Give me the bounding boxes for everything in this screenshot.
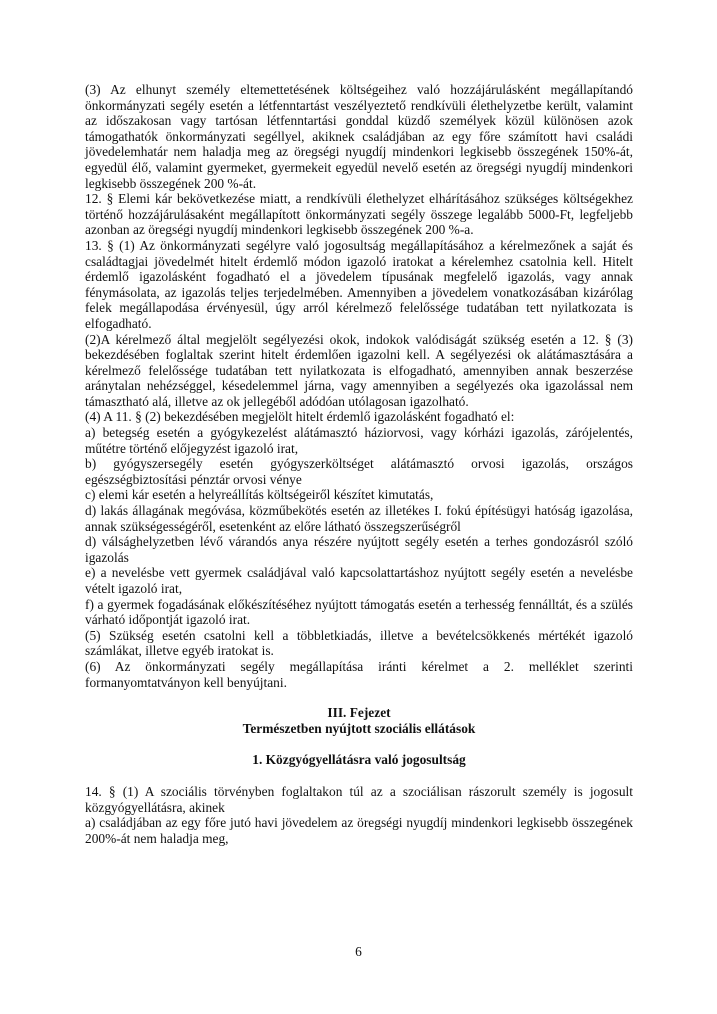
list-item-f: f) a gyermek fogadásának előkészítéséhez nyújtott támogatás esetén a terhesség fennálltát, és a szülés várható időpontját igazoló irat.: [85, 596, 633, 628]
list-item-c: c) elemi kár esetén a helyreállítás költségeiről készítet kimutatás,: [85, 487, 434, 503]
paragraph-13-1: 13. § (1) Az önkormányzati segélyre való jogosultság megállapításához a kérelmezőnek a saját és családtagjai jövedelmét hitelt érdemlő módon igazoló iratokat a kérelemhez csatolnia kell. Hitelt érdemlő igazolásként fogadható el a jövedelem típusának megfelelő igazolás, vagy annak fénymásolata, az igazolás teljes terjedelmében. Amennyiben a jövedelem vonatkozásában kizárólag felek megállapodása érvényesül, úgy arról kérelmező felelőssége tudatában tett nyilatkozata is elfogadható.: [85, 237, 633, 331]
paragraph-13-5: (5) Szükség esetén csatolni kell a többletkiadás, illetve a bevételcsökkenés mértékét igazoló számlákat, illetve egyéb iratokat is.: [85, 627, 633, 659]
chapter-title: Természetben nyújtott szociális ellátások: [242, 720, 476, 736]
paragraph-14-1: 14. § (1) A szociális törvényben foglaltakon túl az a szociálisan rászorult személy is jogosult közgyógyellátásra, akinek: [85, 783, 633, 815]
list-item-b: b) gyógyszersegély esetén gyógyszerköltséget alátámasztó orvosi igazolás, országos egészségbiztosítási pénztár orvosi vénye: [85, 456, 633, 487]
paragraph-13-6: (6) Az önkormányzati segély megállapítása iránti kérelmet a 2. melléklet szerinti formanyomtatványon kell benyújtani.: [85, 658, 633, 690]
page-body: [85, 82, 633, 846]
paragraph-13-2: (2)A kérelmező által megjelölt segélyezési okok, indokok valódiságát szükség esetén a 12. § (3) bekezdésében foglaltak szerint hitelt érdemlően igazolni kell. A segélyezési ok alátámasztására a kérelmező felelőssége tudatában tett nyilatkozata is elfogadható, amennyiben annak beszerzése aránytalan nehézséggel, késedelemmel járna, vagy amennyiben a segélyezés oka igazolással nem támasztható alá, illetve az ok jellegéből adódóan utólagosan igazolható.: [85, 331, 633, 409]
list-item-d1: d) lakás állagának megóvása, közműbekötés esetén az illetékes I. fokú építésügyi hatóság igazolása, annak szükségességéről, esetenként az előre látható összegszerűségről: [85, 503, 633, 534]
list-item-a: a) betegség esetén a gyógykezelést alátámasztó háziorvosi, vagy kórházi igazolás, zárójelentés, műtétre történő előjegyzést igazoló irat,: [85, 425, 633, 456]
chapter-number: III. Fejezet: [327, 705, 391, 721]
section-title: 1. Közgyógyellátásra való jogosultság: [252, 752, 466, 768]
spacer: [85, 736, 633, 752]
spacer: [85, 768, 633, 784]
list-item-d2: d) válsághelyzetben lévő várandós anya részére nyújtott segély esetén a terhes gondozásról szóló igazolás: [85, 534, 633, 565]
paragraph-12: 12. § Elemi kár bekövetkezése miatt, a rendkívüli élethelyzet elhárításához szükséges költségekhez történő hozzájárulásaként megállapított önkormányzati segély összege legalább 5000-Ft, legfeljebb azonban az öregségi nyugdíj mindenkori legkisebb összegének 200 %-a.: [85, 191, 633, 238]
list-item-e: e) a nevelésbe vett gyermek családjával való kapcsolattartáshoz nyújtott segély esetén a nevelésbe vételt igazoló irat,: [85, 565, 633, 596]
paragraph-13-4: (4) A 11. § (2) bekezdésében megjelölt hitelt érdemlő igazolásként fogadható el:: [85, 409, 515, 425]
list-item-14-a: a) családjában az egy főre jutó havi jövedelem az öregségi nyugdíj mindenkori legkisebb összegének 200%-át nem haladja meg,: [85, 815, 633, 846]
paragraph-11-3: (3) Az elhunyt személy eltemettetésének költségeihez való hozzájárulásként megállapítandó önkormányzati segély esetén a létfenntartást veszélyeztető rendkívüli élethelyzetbe került, valamint az időszakosan vagy tartósan létfenntartási gonddal küzdő személyek közül különösen azok támogathatók önkormányzati segéllyel, akiknek családjában az egy főre számított havi családi jövedelemhatár nem haladja meg az öregségi nyugdíj mindenkori legkisebb összegének 150%-át, egyedül élő, valamint gyermeket, gyermekeit egyedül nevelő esetén az öregségi nyugdíj mindenkori legkisebb összegének 200 %-át.: [85, 82, 633, 191]
page-number: 6: [355, 944, 362, 959]
spacer: [85, 690, 633, 705]
